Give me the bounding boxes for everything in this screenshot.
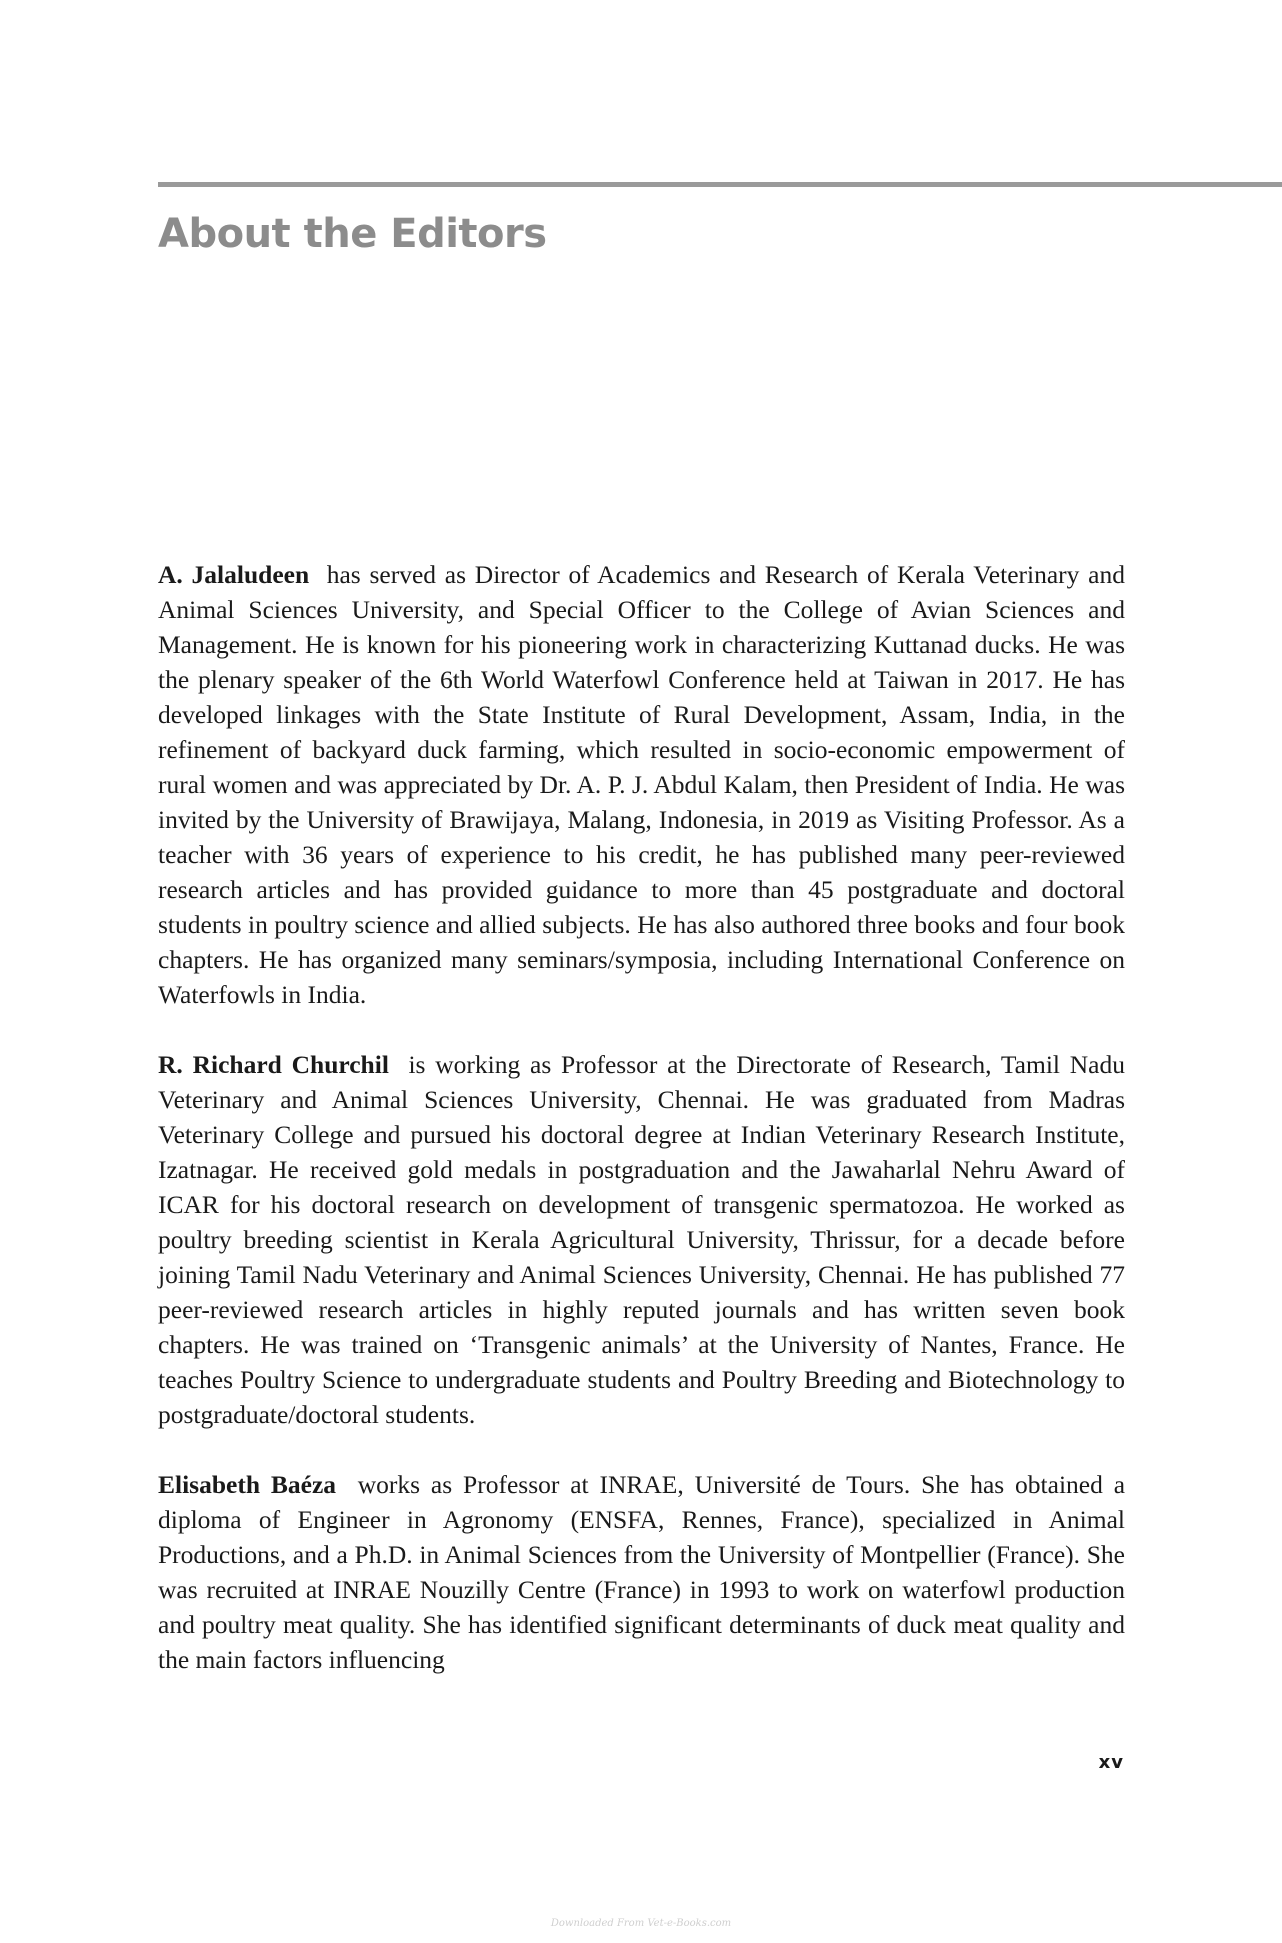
bio-jalaludeen [158,557,1125,1012]
bio-churchil [158,1047,1125,1432]
page-title: About the Editors [158,211,547,257]
bio-name: A. Jalaludeen [158,560,310,589]
bio-name: R. Richard Churchil [158,1050,389,1079]
bio-name: Elisabeth Baéza [158,1470,337,1499]
page-number: xv [1098,1752,1124,1773]
bios-section [158,557,1125,1712]
bio-baeza [158,1467,1125,1677]
bio-text: is working as Professor at the Directorate of Research, Tamil Nadu Veterinary and Animal Sciences University, Chennai. He was graduated from Madras Veterinary College and pursued his doctoral degree at Indian Veterinary Research Institute, Izatnagar. He received gold medals in postgraduation and the Jawaharlal Nehru Award of ICAR for his doctoral research on development of transgenic spermatozoa. He worked as poultry breeding scientist in Kerala Agricultural University, Thrissur, for a decade before joining Tamil Nadu Veterinary and Animal Sciences University, Chennai. He has published 77 peer-reviewed research articles in highly reputed journals and has written seven book chapters. He was trained on ‘Transgenic animals’ at the University of Nantes, France. He teaches Poultry Science to undergraduate students and Poultry Breeding and Biotechnology to postgraduate/doctoral students. [158,1050,1125,1429]
watermark: Downloaded From Vet-e-Books.com [550,1918,732,1929]
bio-text: works as Professor at INRAE, Université de Tours. She has obtained a diploma of Engineer in Agronomy (ENSFA, Rennes, France), specialized in Animal Productions, and a Ph.D. in Animal Sciences from the University of Montpellier (France). She was recruited at INRAE Nouzilly Centre (France) in 1993 to work on waterfowl production and poultry meat quality. She has identified significant determinants of duck meat quality and the main factors influencing [158,1470,1126,1674]
header-rule [158,182,1282,187]
bio-text: has served as Director of Academics and Research of Kerala Veterinary and Animal Sciences University, and Special Officer to the College of Avian Sciences and Management. He is known for his pioneering work in characterizing Kuttanad ducks. He was the plenary speaker of the 6th World Waterfowl Conference held at Taiwan in 2017. He has developed linkages with the State Institute of Rural Development, Assam, India, in the refinement of backyard duck farming, which resulted in socio-economic empowerment of rural women and was appreciated by Dr. A. P. J. Abdul Kalam, then President of India. He was invited by the University of Brawijaya, Malang, Indonesia, in 2019 as Visiting Professor. As a teacher with 36 years of experience to his credit, he has published many peer-reviewed research articles and has provided guidance to more than 45 postgraduate and doctoral students in poultry science and allied subjects. He has also authored three books and four book chapters. He has organized many seminars/symposia, including International Conference on Waterfowls in India. [158,560,1125,1009]
